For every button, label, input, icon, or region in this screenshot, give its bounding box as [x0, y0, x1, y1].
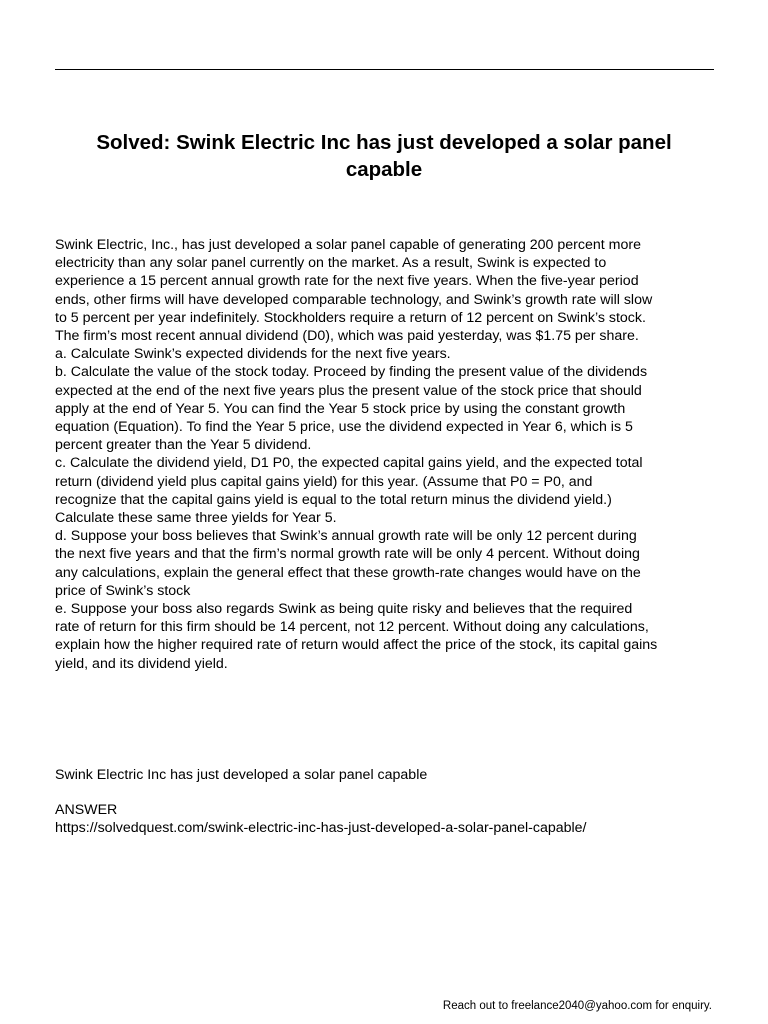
body-line: to 5 percent per year indefinitely. Stockholders require a return of 12 percent on Swink’s stock.: [55, 309, 646, 326]
question-a: a. Calculate Swink’s expected dividends for the next five years.: [55, 346, 451, 363]
body-line: Swink Electric, Inc., has just developed a solar panel capable of generating 200 percent more: [55, 237, 641, 253]
question-d: d. Suppose your boss believes that Swink’s annual growth rate will be only 12 percent during: [55, 528, 637, 545]
title-line: Solved: Swink Electric Inc has just developed a solar panel: [96, 131, 672, 154]
body-line: the next five years and that the firm’s normal growth rate will be only 4 percent. Without doing: [55, 546, 640, 563]
body-line: equation (Equation). To find the Year 5 price, use the dividend expected in Year 6, which is 5: [55, 419, 633, 436]
body-line: price of Swink’s stock: [55, 582, 191, 599]
footer-contact: Reach out to freelance2040@yahoo.com for enquiry.: [442, 1000, 712, 1012]
body-line: ends, other firms will have developed comparable technology, and Swink’s growth rate will slow: [55, 291, 653, 308]
body-line: experience a 15 percent annual growth rate for the next five years. When the five-year period: [55, 273, 639, 290]
body-line: Calculate these same three yields for Year 5.: [55, 510, 337, 527]
body-line: rate of return for this firm should be 14 percent, not 12 percent. Without doing any calculations,: [55, 619, 649, 636]
body-line: return (dividend yield plus capital gains yield) for this year. (Assume that P0 = P0, and: [55, 473, 593, 490]
title-line: capable: [345, 158, 423, 181]
body-line: electricity than any solar panel currently on the market. As a result, Swink is expected to: [55, 255, 607, 272]
answer-link[interactable]: https://solvedquest.com/swink-electric-inc-has-just-developed-a-solar-panel-capable/: [55, 820, 587, 836]
page-title: [40, 129, 728, 183]
problem-statement: [55, 236, 715, 673]
question-b: b. Calculate the value of the stock today. Proceed by finding the present value of the dividends: [55, 364, 648, 381]
answer-label: ANSWER: [55, 802, 118, 818]
body-line: any calculations, explain the general effect that these growth-rate changes would have on the: [55, 564, 641, 581]
body-line: expected at the end of the next five years plus the present value of the stock price that should: [55, 382, 642, 399]
body-line: The firm’s most recent annual dividend (D0), which was paid yesterday, was $1.75 per share.: [55, 328, 639, 345]
question-e: e. Suppose your boss also regards Swink as being quite risky and believes that the required: [55, 601, 633, 618]
body-line: explain how the higher required rate of return would affect the price of the stock, its capital gains: [55, 637, 658, 654]
body-line: recognize that the capital gains yield is equal to the total return minus the dividend yield.): [55, 491, 612, 508]
question-c: c. Calculate the dividend yield, D1 P0, the expected capital gains yield, and the expected total: [55, 455, 643, 472]
answer-section: [55, 766, 715, 837]
header-divider: [55, 69, 714, 70]
subject-line: Swink Electric Inc has just developed a solar panel capable: [55, 767, 428, 783]
body-line: apply at the end of Year 5. You can find the Year 5 stock price by using the constant growth: [55, 400, 626, 417]
body-line: yield, and its dividend yield.: [55, 655, 228, 672]
body-line: percent greater than the Year 5 dividend.: [55, 437, 312, 454]
